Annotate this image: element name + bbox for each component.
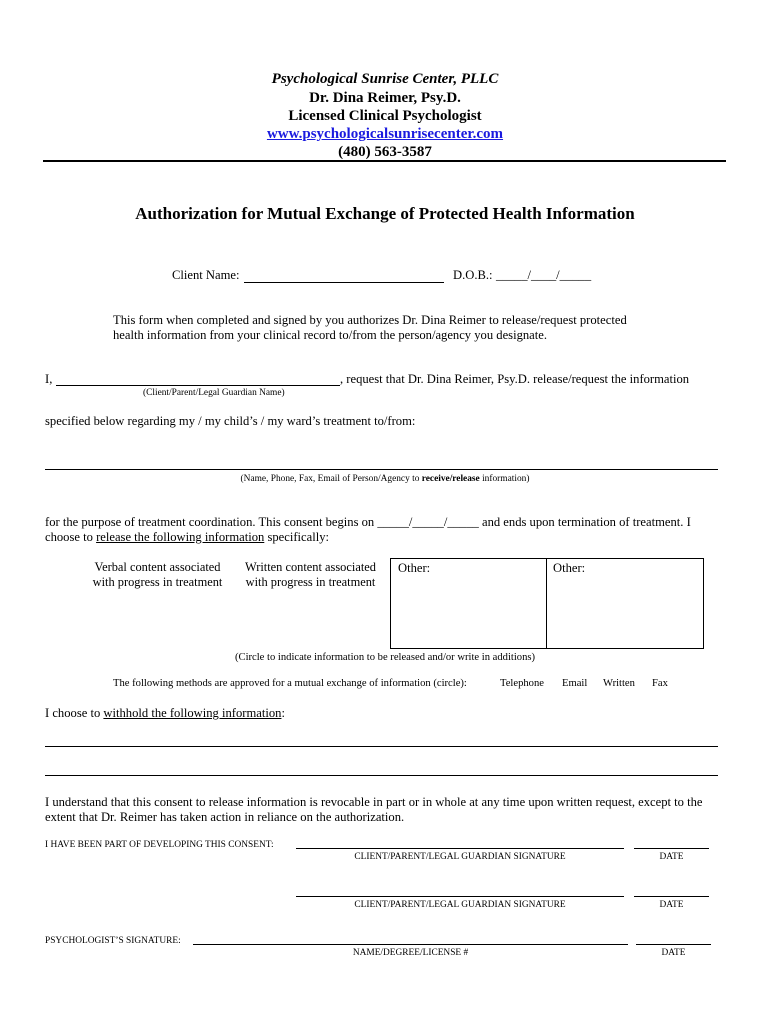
method-telephone[interactable]: Telephone	[500, 678, 544, 689]
date-line-2[interactable]	[634, 896, 709, 897]
agency-field[interactable]	[45, 469, 718, 470]
center-name: Psychological Sunrise Center, PLLC	[271, 71, 499, 87]
specified-text: specified below regarding my / my child’s / my ward’s treatment to/from:	[45, 414, 416, 428]
purpose-line-2	[45, 530, 329, 545]
date-caption-2: DATE	[659, 900, 684, 910]
other-box	[390, 558, 704, 649]
client-name-label: Client Name:	[172, 268, 240, 282]
withhold-line-2[interactable]	[45, 775, 718, 776]
verbal-content-option[interactable]	[85, 560, 230, 590]
other-field-2[interactable]: Other:	[553, 561, 586, 575]
developing-label: I HAVE BEEN PART OF DEVELOPING THIS CONSENT:	[45, 840, 274, 850]
agency-caption-post: information)	[479, 474, 530, 484]
i-label: I,	[45, 372, 53, 386]
date-line-3[interactable]	[636, 944, 711, 945]
guardian-caption: (Client/Parent/Legal Guardian Name)	[143, 388, 285, 398]
website-link[interactable]: www.psychologicalsunrisecenter.com	[266, 126, 504, 142]
intro-line-1: This form when completed and signed by you authorizes Dr. Dina Reimer to release/request protected	[113, 313, 627, 327]
psychologist-label: PSYCHOLOGIST’S SIGNATURE:	[45, 936, 181, 946]
website-link-row	[0, 125, 770, 143]
withhold-line-1[interactable]	[45, 746, 718, 747]
release-info-heading: release the following information	[96, 530, 265, 544]
other-field-1[interactable]: Other:	[398, 561, 431, 575]
date-line-1[interactable]	[634, 848, 709, 849]
method-fax[interactable]: Fax	[652, 678, 668, 689]
header-divider	[43, 160, 726, 162]
dob-field[interactable]: _____/____/_____	[496, 268, 592, 282]
guardian-name-field[interactable]	[56, 385, 340, 386]
purpose-line-1: for the purpose of treatment coordination. This consent begins on _____/_____/_____ and ends upon termination of treatment. I	[45, 515, 691, 529]
agency-caption-pre: (Name, Phone, Fax, Email of Person/Agency to	[240, 474, 422, 484]
phone-number: (480) 563-3587	[338, 144, 432, 160]
request-text: , request that Dr. Dina Reimer, Psy.D. release/request the information	[340, 372, 690, 386]
doctor-name: Dr. Dina Reimer, Psy.D.	[309, 90, 461, 106]
methods-text: The following methods are approved for a mutual exchange of information (circle):	[113, 678, 467, 689]
withhold-text	[45, 706, 285, 721]
signature-caption-2: CLIENT/PARENT/LEGAL GUARDIAN SIGNATURE	[354, 900, 566, 910]
agency-caption-bold: receive/release	[421, 474, 480, 484]
client-name-field[interactable]	[244, 282, 444, 283]
agency-caption	[0, 474, 770, 484]
other-box-divider	[546, 558, 547, 648]
withhold-post: :	[281, 706, 285, 720]
written-line-1: Written content associated	[245, 560, 376, 574]
form-title: Authorization for Mutual Exchange of Protected Health Information	[135, 204, 635, 223]
purpose-pre: choose to	[45, 530, 97, 544]
withhold-heading: withhold the following information	[103, 706, 282, 720]
written-line-2: with progress in treatment	[245, 575, 376, 589]
withhold-pre: I choose to	[45, 706, 104, 720]
date-caption-3: DATE	[661, 948, 686, 958]
psychologist-signature-line[interactable]	[193, 944, 628, 945]
dob-label: D.O.B.:	[453, 268, 493, 282]
revocable-line-1: I understand that this consent to release information is revocable in part or in whole at any time upon written request, except to the	[45, 795, 703, 809]
verbal-line-1: Verbal content associated	[94, 560, 221, 574]
signature-line-1[interactable]	[296, 848, 624, 849]
method-written[interactable]: Written	[603, 678, 635, 689]
signature-caption-1: CLIENT/PARENT/LEGAL GUARDIAN SIGNATURE	[354, 852, 566, 862]
method-email[interactable]: Email	[562, 678, 588, 689]
date-caption-1: DATE	[659, 852, 684, 862]
intro-line-2: health information from your clinical record to/from the person/agency you designate.	[113, 328, 547, 342]
psychologist-caption: NAME/DEGREE/LICENSE #	[352, 948, 469, 958]
purpose-post: specifically:	[264, 530, 329, 544]
doctor-credential: Licensed Clinical Psychologist	[288, 108, 482, 124]
circle-caption: (Circle to indicate information to be released and/or write in additions)	[234, 652, 536, 663]
revocable-line-2: extent that Dr. Reimer has taken action in reliance on the authorization.	[45, 810, 405, 824]
signature-line-2[interactable]	[296, 896, 624, 897]
written-content-option[interactable]	[238, 560, 383, 590]
verbal-line-2: with progress in treatment	[92, 575, 223, 589]
